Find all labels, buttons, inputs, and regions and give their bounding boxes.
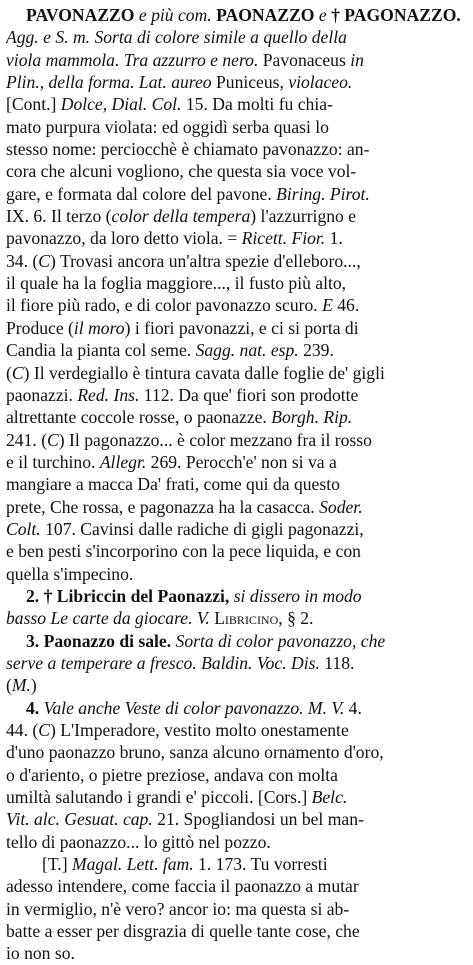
text-line — [6, 272, 465, 294]
text-run: 239. — [298, 340, 334, 361]
text-run: 15. Da molti fu chia- — [185, 94, 333, 115]
text-line — [6, 920, 465, 942]
text-run: 34. ( — [6, 250, 39, 271]
text-run: 46. — [332, 295, 360, 316]
text-run: Plin., della forma. Lat. aureo — [6, 72, 216, 93]
text-run: Vale anche Veste di color pavonazzo. M. V. — [43, 697, 345, 718]
text-run: ) Il pagonazzo... è color mezzano fra il rosso — [58, 429, 372, 450]
text-run: 112. Da que' fiori son prodotte — [139, 384, 359, 405]
text-run: il fiore più rado, e di color pavonazzo scuro. — [6, 295, 323, 316]
text-run: ) L'Imperadore, vestito molto onestamente — [50, 720, 349, 740]
text-run: Magal. Lett. fam. — [71, 854, 194, 875]
text-line — [6, 116, 465, 138]
text-run: si dissero in modo — [233, 585, 362, 606]
text-line — [6, 138, 465, 160]
text-run: C — [38, 250, 50, 271]
text-run: † PAGONAZZO. — [331, 5, 461, 25]
text-run: e il turchino. — [6, 451, 100, 472]
text-run: ) Trovasi ancora un'altra spezie d'elleboro..., — [50, 250, 361, 271]
text-run: Biring. Pirot. — [276, 183, 370, 204]
dictionary-entry-page — [6, 4, 465, 965]
text-run: C — [11, 362, 24, 383]
text-line — [6, 540, 465, 562]
text-run: il quale ha la foglia maggiore..., il fusto più alto, — [6, 273, 347, 294]
text-run: batte a esser per disgrazia di quelle tante cose, che — [6, 921, 360, 942]
text-run: PAVONAZZO — [26, 5, 135, 25]
text-run: 44. ( — [6, 720, 39, 740]
text-run: Soder. — [319, 496, 363, 517]
text-line — [6, 518, 465, 540]
text-line — [6, 205, 465, 227]
text-run: Agg. e S. m. Sorta di colore simile a quello della — [6, 27, 347, 48]
text-run: M. — [11, 675, 31, 696]
text-run: Borgh. Rip. — [271, 407, 353, 428]
text-run: mato purpura violata: ed oggidì serba quasi lo — [6, 116, 329, 137]
text-line — [6, 317, 465, 339]
text-line — [6, 563, 465, 585]
text-line — [6, 250, 465, 272]
text-run: Vit. alc. Gesuat. cap. — [6, 809, 153, 830]
text-run: e più com. — [134, 5, 217, 25]
text-run: Colt. — [6, 518, 41, 539]
text-run: tello di paonazzo... lo gittò nel pozzo. — [6, 831, 271, 852]
text-run: C — [38, 720, 50, 740]
text-run: 3. Paonazzo di sale. — [26, 630, 176, 651]
text-line — [6, 786, 465, 808]
text-run: d'uno paonazzo bruno, sanza alcuno ornamento d'oro, — [6, 742, 384, 763]
text-line — [6, 719, 465, 741]
text-line — [6, 496, 465, 518]
text-line — [6, 831, 465, 853]
text-run: Dolce, Dial. Col. — [60, 94, 186, 115]
text-run: gare, e formata dal colore del pavone. — [6, 183, 277, 204]
text-run: Red. Ins. — [77, 384, 140, 405]
text-run: ) l'azzurrigno e — [250, 206, 357, 227]
text-run: ) i fiori pavonazzi, e ci si porta di — [124, 317, 359, 338]
text-run: io non so. — [6, 943, 75, 964]
text-run: in vermiglio, n'è vero? ancor io: ma questa si ab- — [6, 898, 350, 919]
text-line — [6, 741, 465, 763]
text-run: [T.] — [42, 854, 72, 875]
text-run: Pavonaceus — [262, 49, 351, 70]
text-line — [6, 71, 465, 93]
text-line — [6, 294, 465, 316]
text-run: in — [350, 49, 364, 70]
text-line — [6, 339, 465, 361]
text-line — [6, 160, 465, 182]
text-run: mangiare a macca Da' frati, come qui da questo — [6, 474, 340, 495]
text-run: stesso nome: perciocchè è chiamato pavonazzo: an- — [6, 139, 370, 160]
text-run: IX. 6. Il terzo ( — [6, 206, 112, 227]
text-run: violaceo. — [288, 72, 353, 93]
text-run: E — [322, 295, 333, 316]
text-run: 4. — [26, 697, 44, 718]
text-run: e — [314, 5, 332, 25]
text-line — [6, 362, 465, 384]
text-line — [6, 451, 465, 473]
text-line — [6, 227, 465, 249]
text-line — [6, 26, 465, 48]
text-run: C — [47, 429, 59, 450]
text-run: Allegr. — [99, 451, 147, 472]
text-run: viola mammola. Tra azzurro e nero. — [6, 49, 263, 70]
text-run: PAONAZZO — [216, 5, 315, 25]
text-run: adesso intendere, come faccia il paonazzo a mutar — [6, 876, 359, 897]
text-run: basso Le carte da giocare. V. — [6, 608, 215, 629]
text-line — [6, 4, 465, 26]
text-run: , § 2. — [278, 608, 314, 629]
text-run: 4. — [344, 697, 362, 718]
text-line — [6, 49, 465, 71]
text-line — [6, 406, 465, 428]
text-run: 2. † Libriccin del Paonazzi, — [26, 585, 234, 606]
text-run: paonazzi. — [6, 384, 78, 405]
text-run: serve a temperare a fresco. Baldin. Voc. Dis. — [6, 652, 320, 673]
text-line — [6, 764, 465, 786]
text-run: Libricino — [214, 608, 279, 629]
text-run: 118. — [319, 652, 355, 673]
text-line — [6, 674, 465, 696]
text-run: Sorta di color pavonazzo, che — [175, 630, 386, 651]
text-run: 107. Cavinsi dalle radiche di gigli pagonazzi, — [40, 518, 364, 539]
text-run: umiltà salutando i grandi e' piccoli. [Cors.] — [6, 787, 312, 808]
text-run: [Cont.] — [6, 94, 61, 115]
text-run: ( — [6, 362, 12, 383]
text-line — [6, 93, 465, 115]
text-line — [6, 429, 465, 451]
text-run: color della tempera — [111, 206, 251, 227]
text-run: prete, Che rossa, e pagonazza ha la casacca. — [6, 496, 320, 517]
text-run: 21. Spogliandosi un bel man- — [152, 809, 364, 830]
text-run: Puniceus, — [215, 72, 289, 93]
text-line — [6, 697, 465, 719]
text-run: Belc. — [311, 787, 348, 808]
text-run: e ben pesti s'incorporino con la pece liquida, e con — [6, 541, 361, 562]
text-run: Candia la pianta col seme. — [6, 340, 196, 361]
text-line — [6, 652, 465, 674]
text-run: 269. Perocch'e' non si va a — [146, 451, 337, 472]
text-line — [6, 473, 465, 495]
text-line — [6, 942, 465, 964]
text-run: pavonazzo, da loro detto viola. = — [6, 228, 242, 249]
text-run: altrettante coccole rosse, o paonazze. — [6, 407, 272, 428]
text-line — [6, 853, 465, 875]
text-run: 1. 173. Tu vorresti — [193, 854, 328, 875]
text-run: quella s'impecino. — [6, 563, 134, 584]
text-line — [6, 630, 465, 652]
text-run: cora che alcuni vogliono, che questa sia voce vol- — [6, 161, 357, 182]
text-run: il moro — [73, 317, 125, 338]
text-run: 241. ( — [6, 429, 48, 450]
text-run: 1. — [325, 228, 343, 249]
text-line — [6, 384, 465, 406]
text-line — [6, 898, 465, 920]
text-run: Ricett. Fior. — [241, 228, 326, 249]
text-line — [6, 585, 465, 607]
text-run: o d'ariento, o pietre preziose, andava con molta — [6, 764, 338, 785]
text-run: ) Il verdegiallo è tintura cavata dalle foglie de' gigli — [23, 362, 385, 383]
text-line — [6, 808, 465, 830]
text-line — [6, 183, 465, 205]
text-run: Sagg. nat. esp. — [195, 340, 299, 361]
text-run: ) — [30, 675, 37, 696]
text-run: Produce ( — [6, 317, 74, 338]
text-line — [6, 607, 465, 629]
text-line — [6, 875, 465, 897]
text-run: ( — [6, 675, 12, 696]
